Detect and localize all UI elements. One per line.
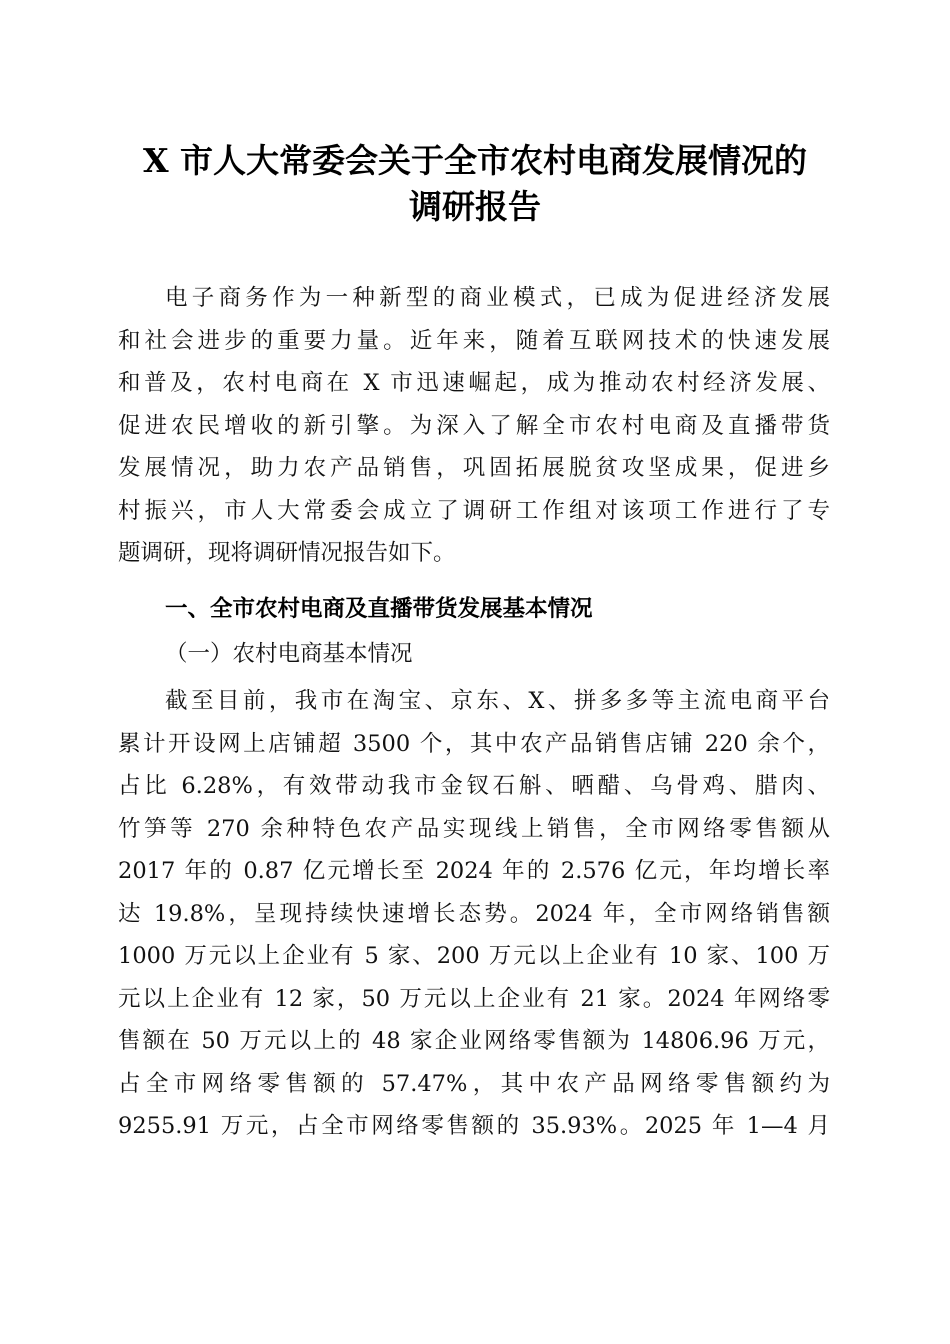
text-line: 电子商务作为一种新型的商业模式，已成为促进经济发展 [165, 285, 830, 311]
text-line: 和普及，农村电商在 X 市迅速崛起，成为推动农村经济发展、 [118, 370, 830, 396]
text-line: 村振兴，市人大常委会成立了调研工作组对该项工作进行了专 [118, 497, 830, 524]
text-line: 截至目前，我市在淘宝、京东、X、拼多多等主流电商平台 [165, 688, 830, 714]
section-heading: 一、全市农村电商及直播带货发展基本情况 [165, 596, 593, 622]
text-line: 占比 6.28%，有效带动我市金钗石斛、晒醋、乌骨鸡、腊肉、 [118, 773, 830, 799]
text-line: 9255.91 万元，占全市网络零售额的 35.93%。2025 年 1—4 月 [118, 1113, 830, 1139]
text-line: 促进农民增收的新引擎。为深入了解全市农村电商及直播带货 [118, 412, 830, 439]
text-line: 题调研，现将调研情况报告如下。 [118, 540, 456, 566]
text-line: 2017 年的 0.87 亿元增长至 2024 年的 2.576 亿元，年均增长率 [118, 858, 830, 884]
text-line: 元以上企业有 12 家，50 万元以上企业有 21 家。2024 年网络零 [118, 985, 830, 1012]
section-paragraph [118, 680, 830, 1148]
text-line: 和社会进步的重要力量。近年来，随着互联网技术的快速发展 [118, 327, 830, 354]
text-line: 累计开设网上店铺超 3500 个，其中农产品销售店铺 220 余个， [118, 730, 830, 757]
document-title-line-1: X 市人大常委会关于全市农村电商发展情况的 [142, 141, 808, 180]
subsection-heading: （一）农村电商基本情况 [165, 641, 413, 667]
intro-paragraph [118, 277, 830, 575]
document-title-line-2: 调研报告 [409, 187, 541, 226]
text-line: 达 19.8%，呈现持续快速增长态势。2024 年，全市网络销售额 [118, 900, 830, 927]
text-line: 1000 万元以上企业有 5 家、200 万元以上企业有 10 家、100 万 [118, 943, 830, 969]
text-line: 售额在 50 万元以上的 48 家企业网络零售额为 14806.96 万元， [118, 1028, 830, 1054]
text-line: 占全市网络零售额的 57.47%，其中农产品网络零售额约为 [118, 1070, 830, 1097]
text-line: 发展情况，助力农产品销售，巩固拓展脱贫攻坚成果，促进乡 [118, 455, 830, 481]
text-line: 竹笋等 270 余种特色农产品实现线上销售，全市网络零售额从 [118, 815, 830, 842]
